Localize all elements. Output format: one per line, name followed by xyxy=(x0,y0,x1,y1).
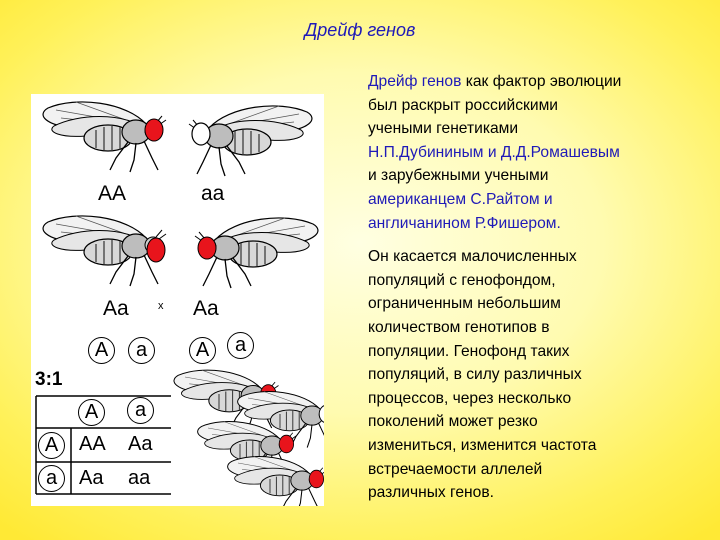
segregation-ratio: 3:1 xyxy=(35,369,63,390)
genotype-AA: AA xyxy=(98,182,127,205)
genotype-Aa-left: Aa xyxy=(103,297,129,320)
drosophila-genetics-figure xyxy=(31,94,324,506)
gamete-right-a: a xyxy=(227,332,254,359)
body-text-line: поколений может резко xyxy=(368,413,538,431)
body-text: учеными генетиками xyxy=(368,120,519,138)
body-text-line: количеством генотипов в xyxy=(368,318,550,336)
body-text-line: популяций, в силу различных xyxy=(368,366,582,384)
highlighted-text: Дрейф генов xyxy=(368,73,462,90)
punnett-col-header-A: A xyxy=(78,399,105,426)
highlighted-text: американцем С.Райтом и xyxy=(368,190,553,208)
fly-illustrations xyxy=(31,94,324,506)
slide-title: Дрейф генов xyxy=(304,20,416,40)
punnett-cell-AA: AA xyxy=(79,433,106,455)
body-text-line: встречаемости аллелей xyxy=(368,460,543,478)
body-text: был раскрыт российскими xyxy=(368,96,559,114)
cross-sign: x xyxy=(158,300,164,312)
highlighted-text: англичанином Р.Фишером. xyxy=(368,214,561,232)
paragraph-definition xyxy=(368,245,713,505)
punnett-cell-Aa-1: Aa xyxy=(128,433,153,455)
paragraph-history xyxy=(368,70,713,235)
gamete-left-a: a xyxy=(128,337,155,364)
body-text: как фактор эволюции xyxy=(461,73,622,90)
fly-offspring-4 xyxy=(228,457,324,506)
body-text-line: различных генов. xyxy=(368,484,494,502)
punnett-row-header-A: A xyxy=(38,432,65,459)
fly-red-eye-3 xyxy=(195,218,318,288)
body-text-line: ограниченным небольшим xyxy=(368,295,561,313)
fly-white-eye-1 xyxy=(189,106,312,176)
body-text-line: процессов, через несколько xyxy=(368,389,572,407)
punnett-row-header-a: a xyxy=(38,465,65,492)
highlighted-text: Н.П.Дубининым и Д.Д.Ромашевым xyxy=(368,143,620,161)
punnett-cell-aa: aa xyxy=(128,467,151,489)
punnett-col-header-a: a xyxy=(127,397,154,424)
gamete-left-A: A xyxy=(88,337,115,364)
genotype-aa: aa xyxy=(201,182,225,205)
fly-red-eye-2 xyxy=(43,216,166,286)
body-text-line: популяции. Генофонд таких xyxy=(368,342,570,360)
body-text-line: измениться, изменится частота xyxy=(368,436,597,454)
text-column xyxy=(368,70,713,515)
genotype-Aa-right: Aa xyxy=(193,297,219,320)
body-text: и зарубежными учеными xyxy=(368,167,549,185)
body-text-line: популяций с генофондом, xyxy=(368,271,556,289)
punnett-cell-Aa-2: Aa xyxy=(79,467,104,489)
gamete-right-A: A xyxy=(189,337,216,364)
fly-red-eye-1 xyxy=(43,102,166,172)
body-text-line: Он касается малочисленных xyxy=(368,248,577,266)
